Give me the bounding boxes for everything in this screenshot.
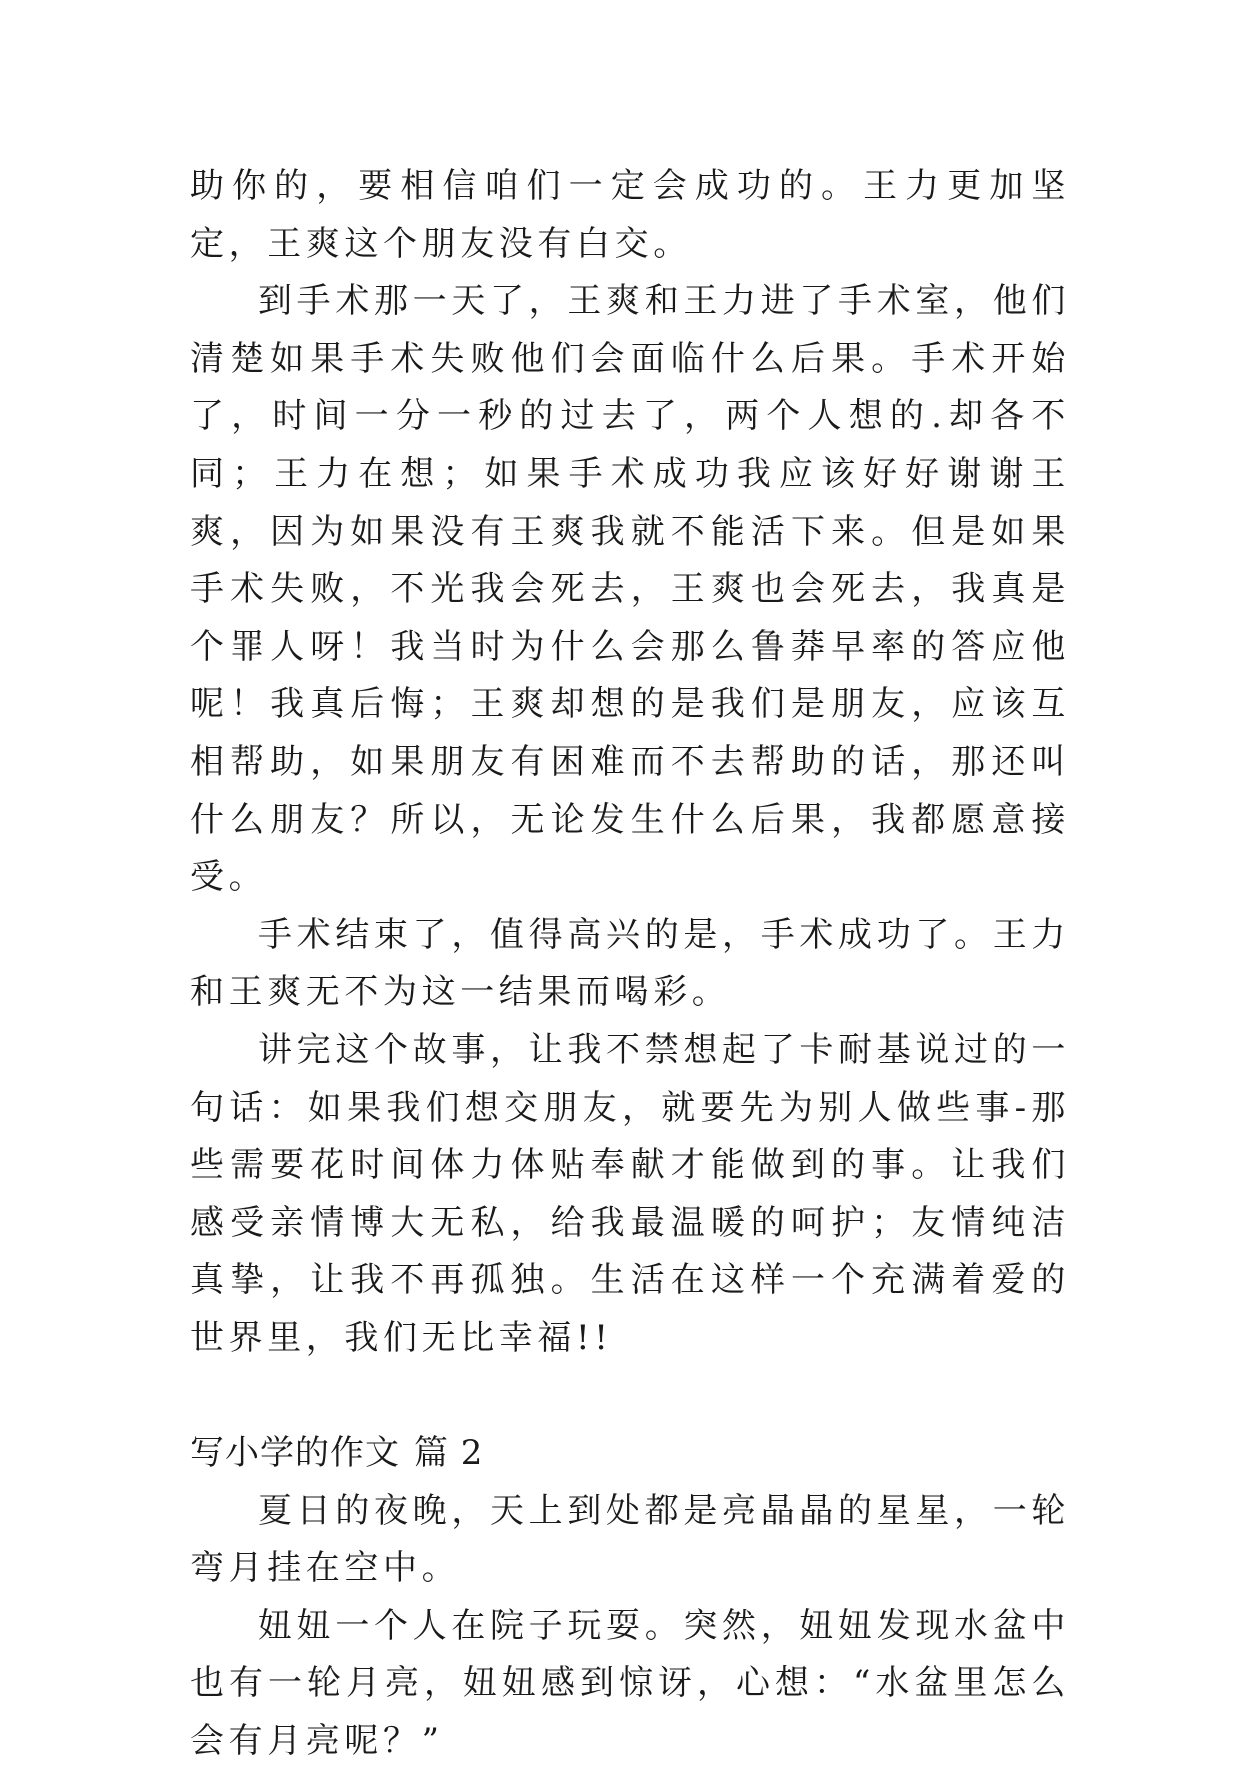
paragraph-3: 手术结束了，值得高兴的是，手术成功了。王力和王爽无不为这一结果而喝彩。: [190, 914, 1070, 1013]
paragraph-4: 讲完这个故事，让我不禁想起了卡耐基说过的一句话：如果我们想交朋友，就要先为别人做些事-那些需要花时间体力体贴奉献才能做到的事。让我们感受亲情博大无私，给我最温暖的呵护；友情纯洁真挚，让我不再孤独。生活在这样一个充满着爱的世界里，我们无比幸福!!: [190, 1029, 1070, 1358]
paragraph-1: 助你的，要相信咱们一定会成功的。王力更加坚定，王爽这个朋友没有白交。: [190, 166, 1070, 264]
section-heading: [190, 1425, 1070, 1483]
document-body: [190, 158, 1070, 1771]
section-number: 篇 2: [414, 1433, 484, 1474]
paragraph-6: 妞妞一个人在院子玩耍。突然，妞妞发现水盆中也有一轮月亮，妞妞感到惊讶，心想：“水盆里怎么会有月亮呢？”: [190, 1605, 1070, 1762]
paragraph-2: 到手术那一天了，王爽和王力进了手术室，他们清楚如果手术失败他们会面临什么后果。手术开始了，时间一分一秒的过去了，两个人想的.却各不同；王力在想；如果手术成功我应该好好谢谢王爽，因为如果没有王爽我就不能活下来。但是如果手术失败，不光我会死去，王爽也会死去，我真是个罪人呀！我当时为什么会那么鲁莽早率的答应他呢！我真后悔；王爽却想的是我们是朋友，应该互相帮助，如果朋友有困难而不去帮助的话，那还叫什么朋友？所以，无论发生什么后果，我都愿意接受。: [190, 281, 1070, 898]
paragraph-5: 夏日的夜晚，天上到处都是亮晶晶的星星，一轮弯月挂在空中。: [190, 1490, 1070, 1589]
section-title: 写小学的作文: [190, 1433, 400, 1474]
